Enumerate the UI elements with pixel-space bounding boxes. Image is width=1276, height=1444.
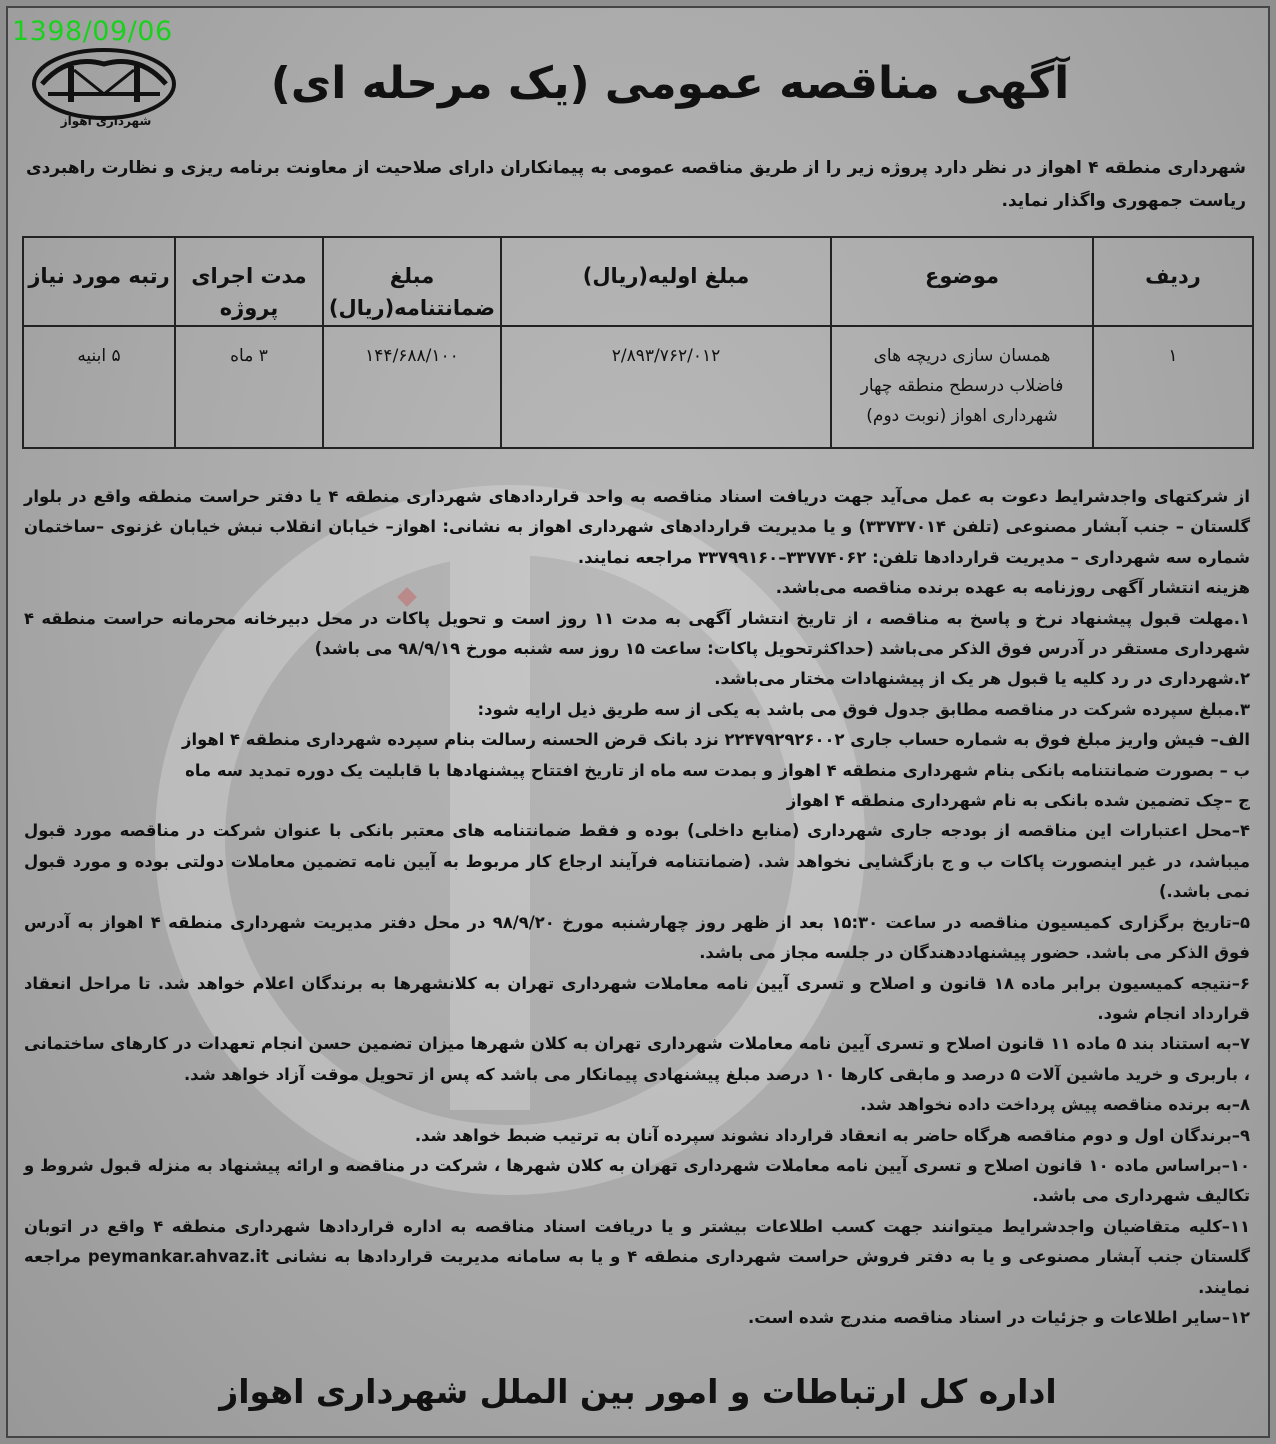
paragraph-9: ۹–برندگان اول و دوم مناقصه هرگاه حاضر به انعقاد قرارداد نشوند سپرده آنان به ترتیب ضبط خواهد شد. (414, 1125, 1250, 1145)
paragraph-6: ۶–نتیجه کمیسیون برابر ماده ۱۸ قانون و اصلاح و تسری آیین نامه معاملات شهرداری تهران به کلانشهرها به برندگان اعلام خواهد شد. تا مراحل انعقاد قرارداد انجام شود. (24, 973, 1250, 1023)
intro-paragraph: شهرداری منطقه ۴ اهواز در نظر دارد پروژه زیر را از طریق مناقصه عمومی به پیمانکاران دارای صلاحیت از معاونت برنامه ریزی و نظارت راهبردی ریاست جمهوری واگذار نماید. (26, 158, 1246, 211)
date-stamp: 1398/09/06 (12, 16, 173, 47)
header-subject: موضوع (831, 237, 1093, 326)
paragraph-12: ۱۲–سایر اطلاعات و جزئیات در اسناد مناقصه مندرج شده است. (748, 1307, 1250, 1327)
table-row (23, 326, 1253, 448)
footer-signature: اداره کل ارتباطات و امور بین الملل شهرداری اهواز (219, 1372, 1057, 1411)
cell-row-number: ۱ (1093, 326, 1253, 448)
table-header-row (23, 237, 1253, 326)
paragraph-4: ۴–محل اعتبارات این مناقصه از بودجه جاری شهرداری (منابع داخلی) بوده و فقط ضمانتنامه های معتبر بانکی با عنوان شرکت در مناقصه مورد قبول میباشد، در غیر اینصورت پاکات ب و ج بازگشایی نخواهد شد. (ضمانتنامه فرآیند ارجاع کار مربوط به آیین نامه تضمین معاملات دولتی بوده و مورد قبول نمی باشد.) (24, 821, 1250, 902)
header-duration: مدت اجرای پروژه (175, 237, 323, 326)
tender-table (22, 236, 1254, 449)
paragraph-7: ۷–به استناد بند ۵ ماده ۱۱ قانون اصلاح و تسری آیین نامه معاملات شهرداری تهران به کلان شهرها میزان تضمین حسن انجام تعهدات در کارهای ساختمانی ، باربری و خرید ماشین آلات ۵ درصد و مابقی کارها ۱۰ درصد مبلغ پیشنهادی پیمانکار می باشد که پس از تحویل موقت آزاد خواهد شد. (24, 1034, 1250, 1084)
paragraph-11: ۱۱–کلیه متقاضیان واجدشرایط میتوانند جهت کسب اطلاعات بیشتر و یا دریافت اسناد مناقصه به اداره قراردادها شهرداری منطقه ۴ واقع در اتوبان گلستان جنب آبشار مصنوعی و یا به دفتر فروش حراست شهرداری منطقه ۴ و یا به سامانه مدیریت قراردادها به نشانی peymankar.ahvaz.it مراجعه نمایند. (24, 1216, 1250, 1297)
paragraph-3-a: الف– فیش واریز مبلغ فوق به شماره حساب جاری ۲۲۴۷۹۲۹۲۶۰۰۲ نزد بانک قرض الحسنه رسالت بنام سپرده شهرداری منطقه ۴ اهواز (182, 730, 1250, 750)
conditions-text (24, 482, 1250, 1333)
paragraph-invitation: از شرکتهای واجدشرایط دعوت به عمل می‌آید جهت دریافت اسناد مناقصه به واحد قراردادهای شهرداری منطقه ۴ یا دفتر حراست منطقه واقع در بلوار گلستان – جنب آبشار مصنوعی (تلفن ۳۳۷۳۷۰۱۴) و یا مدیریت قراردادهای شهرداری اهواز به نشانی: اهواز– خیابان انقلاب نبش خیابان غزنوی –ساختمان شماره سه شهرداری – مدیریت قراردادها تلفن: ۳۳۷۷۴۰۶۲–۳۳۷۹۹۱۶۰ مراجعه نمایند. (24, 487, 1250, 567)
cell-initial-amount: ۲/۸۹۳/۷۶۲/۰۱۲ (501, 326, 831, 448)
header-row-number: ردیف (1093, 237, 1253, 326)
cell-subject: همسان سازی دریچه های فاضلاب درسطح منطقه چهار شهرداری اهواز (نوبت دوم) (831, 326, 1093, 448)
cell-guarantee-amount: ۱۴۴/۶۸۸/۱۰۰ (323, 326, 501, 448)
logo-caption: شهرداری اهواز (60, 114, 152, 128)
paragraph-1: ۱.مهلت قبول پیشنهاد نرخ و پاسخ به مناقصه ، از تاریخ انتشار آگهی به مدت ۱۱ روز است و تحویل پاکات در محل دبیرخانه محرمانه حراست منطقه ۴ شهرداری مستقر در آدرس فوق الذکر می‌باشد (حداکثرتحویل پاکات: ساعت ۱۵ روز سه شنبه مورخ ۹۸/۹/۱۹ می باشد) (24, 608, 1250, 659)
paragraph-3: ۳.مبلغ سپرده شرکت در مناقصه مطابق جدول فوق می باشد به یکی از سه طریق ذیل ارایه شود: (477, 699, 1250, 719)
header-required-grade: رتبه مورد نیاز (23, 237, 175, 326)
paragraph-8: ۸–به برنده مناقصه پیش پرداخت داده نخواهد شد. (860, 1095, 1250, 1115)
paragraph-3-b: ب – بصورت ضمانتنامه بانکی بنام شهرداری منطقه ۴ اهواز و بمدت سه ماه از تاریخ افتتاح پیشنهادها با قابلیت یک دوره تمدید سه ماه (185, 760, 1250, 780)
paragraph-10: ۱۰–براساس ماده ۱۰ قانون اصلاح و تسری آیین نامه معاملات شهرداری تهران به کلان شهرها ، شرکت در مناقصه و ارائه پیشنهاد به منزله قبول شروط و تکالیف شهرداری می باشد. (24, 1155, 1251, 1206)
cell-required-grade: ۵ ابنیه (23, 326, 175, 448)
paragraph-2: ۲.شهرداری در رد کلیه یا قبول هر یک از پیشنهادات مختار می‌باشد. (714, 669, 1250, 689)
header-guarantee-amount: مبلغ ضمانتنامه(ریال) (323, 237, 501, 326)
paragraph-3-c: ج –چک تضمین شده بانکی به نام شهرداری منطقه ۴ اهواز (786, 791, 1250, 811)
cell-duration: ۳ ماه (175, 326, 323, 448)
paragraph-5: ۵–تاریخ برگزاری کمیسیون مناقصه در ساعت ۱۵:۳۰ بعد از ظهر روز چهارشنبه مورخ ۹۸/۹/۲۰ در محل دفتر مدیریت شهرداری منطقه ۴ اهواز به آدرس فوق الذکر می باشد. حضور پیشنهاددهندگان در جلسه مجاز می باشد. (24, 912, 1250, 963)
header-initial-amount: مبلغ اولیه(ریال) (501, 237, 831, 326)
paragraph-cost: هزینه انتشار آگهی روزنامه به عهده برنده مناقصه می‌باشد. (775, 578, 1250, 598)
page-title: آگهی مناقصه عمومی (یک مرحله ای) (270, 58, 1070, 109)
